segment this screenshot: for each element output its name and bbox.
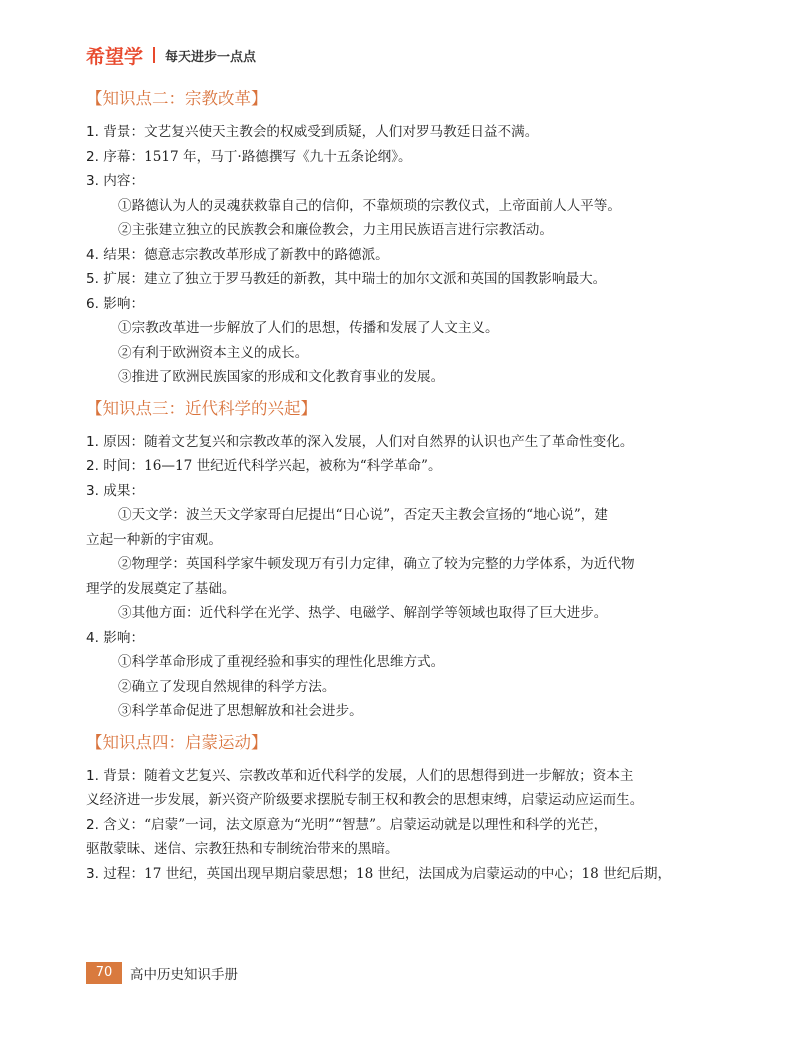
brand-logo: 希望学 bbox=[86, 45, 144, 68]
item-label: 4. 结果： bbox=[86, 246, 145, 263]
item-text: 德意志宗教改革形成了新教中的路德派。 bbox=[144, 246, 389, 263]
list-item bbox=[86, 267, 726, 292]
sub-item: ②确立了发现自然规律的科学方法。 bbox=[118, 678, 336, 695]
item-label: 1. 背景： bbox=[86, 767, 145, 784]
sub-item: ①路德认为人的灵魂获救靠自己的信仰，不靠烦琐的宗教仪式，上帝面前人人平等。 bbox=[118, 197, 621, 214]
item-label: 6. 影响： bbox=[86, 295, 145, 312]
continuation-line: 驱散蒙昧、迷信、宗教狂热和专制统治带来的黑暗。 bbox=[86, 841, 399, 857]
sub-item: ③科学革命促进了思想解放和社会进步。 bbox=[118, 703, 363, 719]
item-label: 5. 扩展： bbox=[86, 271, 145, 287]
sub-item: ②主张建立独立的民族教会和廉俭教会，力主用民族语言进行宗教活动。 bbox=[118, 222, 553, 238]
page-number: 70 bbox=[86, 962, 122, 984]
list-item bbox=[86, 169, 726, 194]
section-title: 【知识点三：近代科学的兴起】 bbox=[86, 398, 317, 418]
continuation-line: 义经济进一步发展，新兴资产阶级要求摆脱专制王权和教会的思想束缚，启蒙运动应运而生。 bbox=[86, 792, 644, 808]
list-item bbox=[86, 764, 726, 789]
sub-item: ③其他方面：近代科学在光学、热学、电磁学、解剖学等领域也取得了巨大进步。 bbox=[118, 605, 608, 621]
item-text: 16—17 世纪近代科学兴起，被称为“科学革命”。 bbox=[144, 458, 442, 474]
sub-item: ②物理学：英国科学家牛顿发现万有引力定律，确立了较为完整的力学体系，为近代物 bbox=[118, 556, 635, 572]
item-label: 1. 背景： bbox=[86, 124, 145, 140]
item-text: 随着文艺复兴和宗教改革的深入发展，人们对自然界的认识也产生了革命性变化。 bbox=[144, 433, 634, 450]
list-item bbox=[86, 862, 726, 887]
item-text: 17 世纪，英国出现早期启蒙思想；18 世纪，法国成为启蒙运动的中心；18 世纪后期， bbox=[144, 865, 672, 882]
list-item bbox=[86, 454, 726, 479]
item-label: 2. 含义： bbox=[86, 816, 145, 833]
page-content bbox=[86, 84, 726, 886]
brand-tagline: 每天进步一点点 bbox=[165, 49, 257, 65]
item-label: 3. 内容： bbox=[86, 173, 145, 189]
item-text: 文艺复兴使天主教会的权威受到质疑，人们对罗马教廷日益不满。 bbox=[144, 124, 539, 140]
continuation-line: 立起一种新的宇宙观。 bbox=[86, 531, 222, 548]
item-text: 随着文艺复兴、宗教改革和近代科学的发展，人们的思想得到进一步解放；资本主 bbox=[144, 767, 634, 784]
item-label: 2. 时间： bbox=[86, 458, 145, 474]
sub-item: ①天文学：波兰天文学家哥白尼提出“日心说”，否定天主教会宣扬的“地心说”，建 bbox=[118, 507, 608, 523]
section-title: 【知识点四：启蒙运动】 bbox=[86, 732, 268, 752]
sub-item: ②有利于欧洲资本主义的成长。 bbox=[118, 344, 309, 361]
header-divider bbox=[153, 47, 155, 63]
list-item bbox=[86, 626, 726, 651]
sub-item: ③推进了欧洲民族国家的形成和文化教育事业的发展。 bbox=[118, 369, 445, 385]
item-text: 建立了独立于罗马教廷的新教，其中瑞士的加尔文派和英国的国教影响最大。 bbox=[144, 271, 607, 287]
page-header bbox=[86, 40, 256, 70]
item-label: 3. 过程： bbox=[86, 865, 145, 882]
list-item bbox=[86, 292, 726, 317]
item-label: 2. 序幕： bbox=[86, 148, 145, 165]
item-label: 4. 影响： bbox=[86, 629, 145, 646]
list-item bbox=[86, 813, 726, 838]
book-title: 高中历史知识手册 bbox=[130, 967, 238, 983]
page-footer bbox=[86, 962, 238, 984]
continuation-line: 理学的发展奠定了基础。 bbox=[86, 580, 236, 597]
list-item bbox=[86, 479, 726, 504]
item-label: 3. 成果： bbox=[86, 482, 145, 499]
section-title: 【知识点二：宗教改革】 bbox=[86, 89, 268, 108]
item-label: 1. 原因： bbox=[86, 433, 145, 450]
item-text: 1517 年，马丁·路德撰写《九十五条论纲》。 bbox=[144, 148, 412, 165]
sub-item: ①宗教改革进一步解放了人们的思想，传播和发展了人文主义。 bbox=[118, 320, 499, 336]
list-item bbox=[86, 430, 726, 455]
list-item bbox=[86, 243, 726, 268]
item-text: “启蒙”一词，法文原意为“光明”“智慧”。启蒙运动就是以理性和科学的光芒， bbox=[144, 816, 608, 833]
list-item bbox=[86, 145, 726, 170]
sub-item: ①科学革命形成了重视经验和事实的理性化思维方式。 bbox=[118, 654, 445, 670]
list-item bbox=[86, 120, 726, 145]
